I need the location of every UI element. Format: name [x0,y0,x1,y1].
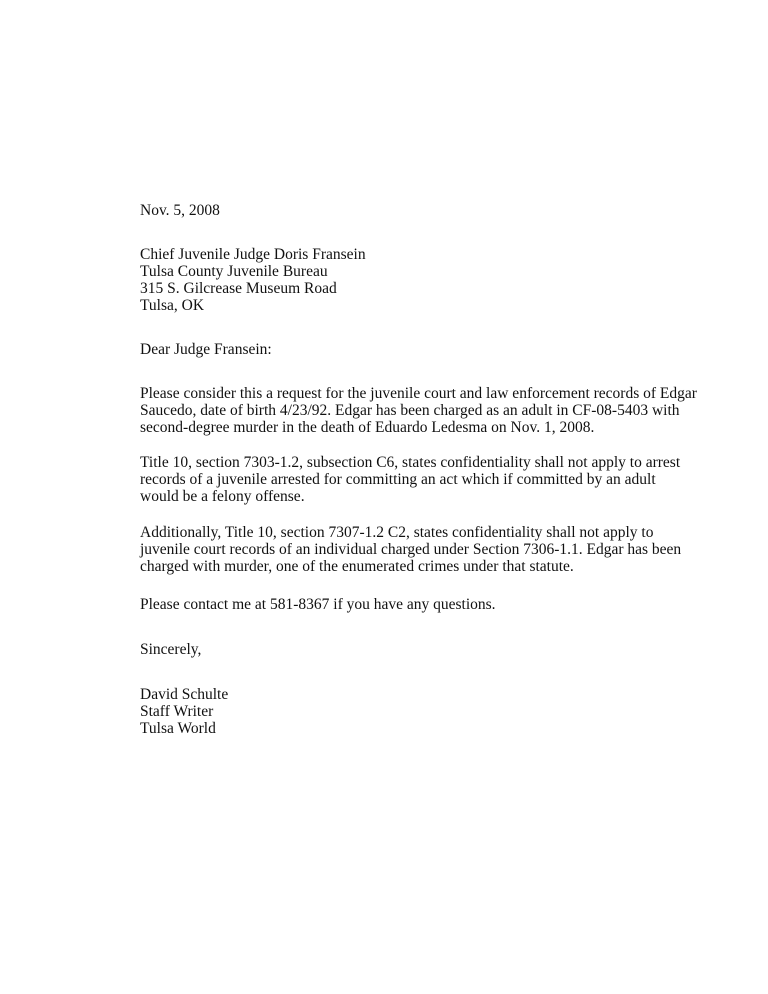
recipient-line: 315 S. Gilcrease Museum Road [140,280,337,297]
signature-organization: Tulsa World [140,720,216,737]
paragraph-line: second-degree murder in the death of Eduardo Ledesma on Nov. 1, 2008. [140,419,595,436]
paragraph-line: Additionally, Title 10, section 7307-1.2 C2, states confidentiality shall not apply to [140,524,654,541]
paragraph-line: charged with murder, one of the enumerated crimes under that statute. [140,558,574,575]
recipient-line: Tulsa County Juvenile Bureau [140,263,328,280]
recipient-line: Chief Juvenile Judge Doris Fransein [140,246,366,263]
letter-date: Nov. 5, 2008 [140,202,220,219]
paragraph-line: juvenile court records of an individual charged under Section 7306-1.1. Edgar has been [140,541,682,558]
salutation: Dear Judge Fransein: [140,341,272,358]
closing: Sincerely, [140,641,202,658]
signature-name: David Schulte [140,686,229,703]
paragraph-line: would be a felony offense. [140,488,305,505]
signature-title: Staff Writer [140,703,214,720]
paragraph-line: Saucedo, date of birth 4/23/92. Edgar has been charged as an adult in CF-08-5403 with [140,402,680,419]
paragraph-line: Title 10, section 7303-1.2, subsection C6, states confidentiality shall not apply to arrest [140,454,681,471]
recipient-line: Tulsa, OK [140,297,205,314]
paragraph-line: records of a juvenile arrested for committing an act which if committed by an adult [140,471,656,488]
paragraph-line: Please consider this a request for the juvenile court and law enforcement records of Edgar [140,385,697,402]
paragraph-line: Please contact me at 581-8367 if you have any questions. [140,596,496,613]
